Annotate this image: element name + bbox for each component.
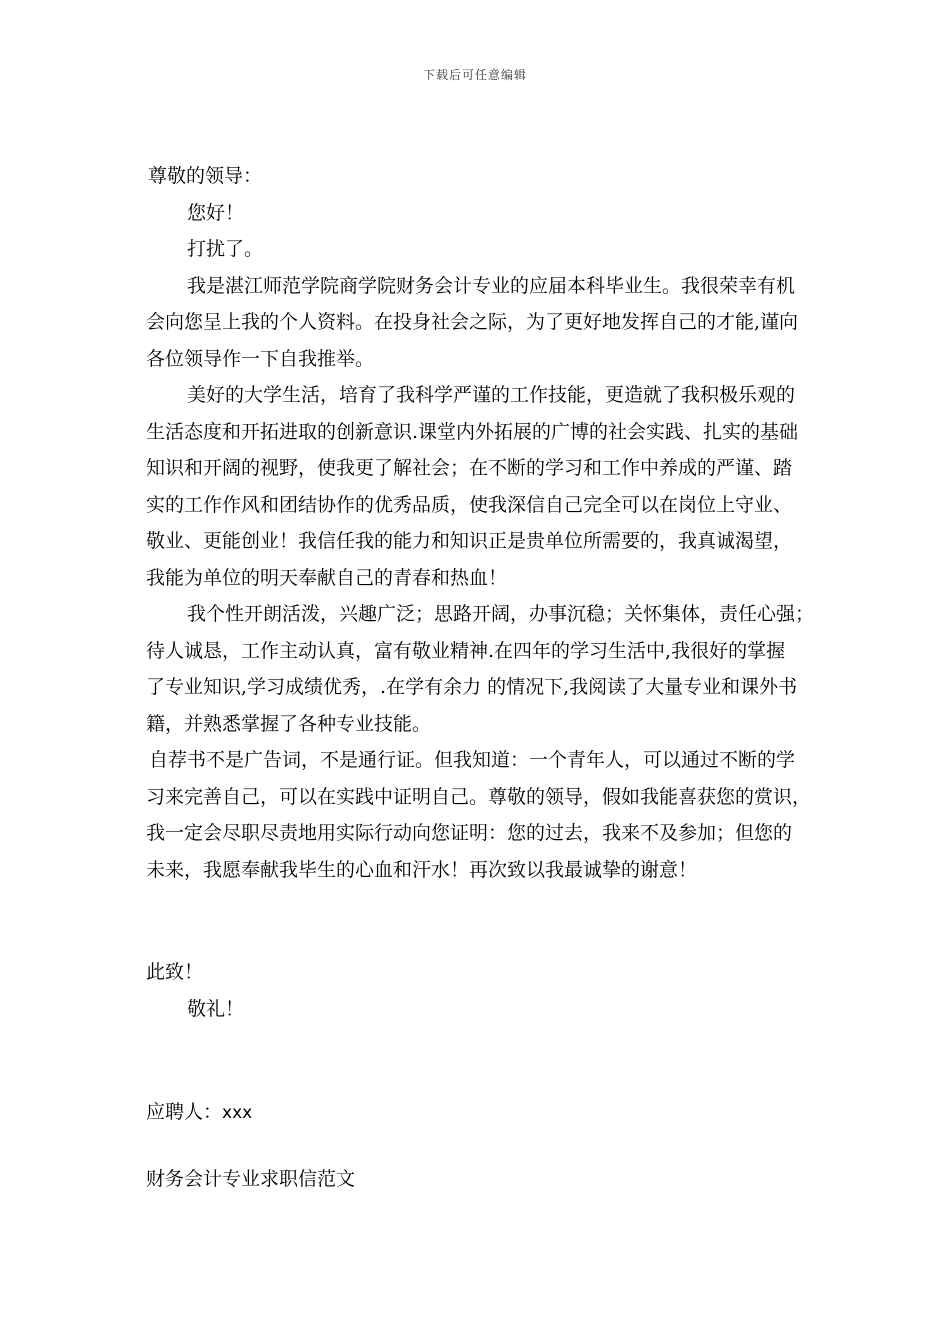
closing-line-2: 敬礼！ xyxy=(187,997,245,1020)
paragraph-line: 我是湛江师范学院商学院财务会计专业的应届本科毕业生。我很荣幸有机 xyxy=(187,274,796,297)
applicant-name: xxx xyxy=(222,1103,253,1123)
paragraph-line: 美好的大学生活，培育了我科学严谨的工作技能，更造就了我积极乐观的 xyxy=(187,384,796,406)
letter-salutation: 尊敬的领导： xyxy=(148,165,263,187)
header-note: 下载后可任意编辑 xyxy=(422,68,527,82)
paragraph-line: 习来完善自己，可以在实践中证明自己。尊敬的领导，假如我能喜获您的赏识， xyxy=(146,785,812,808)
paragraph-line: 各位领导作一下自我推举。 xyxy=(146,347,375,370)
applicant-signature xyxy=(146,1097,252,1124)
paragraph-line: 自荐书不是广告词，不是通行证。但我知道：一个青年人，可以通过不断的学 xyxy=(149,749,796,771)
paragraph-line: 知识和开阔的视野，使我更了解社会；在不断的学习和工作中养成的严谨、踏 xyxy=(146,457,793,479)
paragraph-introduction xyxy=(146,268,814,378)
paragraph-line: 生活态度和开拓进取的创新意识.课堂内外拓展的广博的社会实践、扎实的基础 xyxy=(146,420,799,443)
paragraph-self-recommendation xyxy=(146,742,814,888)
paragraph-line: 籍，并熟悉掌握了各种专业技能。 xyxy=(146,712,432,735)
document-title: 财务会计专业求职信范文 xyxy=(146,1168,356,1190)
paragraph-line: 实的工作作风和团结协作的优秀品质，使我深信自己完全可以在岗位上守业、 xyxy=(146,493,793,516)
paragraph-line: 了专业知识,学习成绩优秀，.在学有余力 的情况下,我阅读了大量专业和课外书 xyxy=(146,676,798,698)
letter-greeting: 您好！ xyxy=(187,201,245,224)
paragraph-line: 会向您呈上我的个人资料。在投身社会之际，为了更好地发挥自己的才能,谨向 xyxy=(146,311,799,333)
letter-closing xyxy=(146,954,244,1027)
paragraph-line: 敬业、更能创业！我信任我的能力和知识正是贵单位所需要的，我真诚渴望， xyxy=(146,530,793,552)
closing-line-1: 此致！ xyxy=(146,961,204,983)
paragraph-line: 待人诚恳，工作主动认真，富有敬业精神.在四年的学习生活中,我很好的掌握 xyxy=(146,639,786,662)
paragraph-line: 未来，我愿奉献我毕生的心血和汗水！再次致以我最诚挚的谢意！ xyxy=(146,858,698,881)
letter-excuse: 打扰了。 xyxy=(187,238,264,260)
paragraph-line: 我一定会尽职尽责地用实际行动向您证明：您的过去，我来不及参加；但您的 xyxy=(146,822,793,844)
paragraph-personality xyxy=(146,596,814,742)
paragraph-university-life xyxy=(146,377,814,596)
letter-body xyxy=(146,158,814,888)
applicant-label: 应聘人： xyxy=(146,1101,223,1123)
paragraph-line: 我个性开朗活泼，兴趣广泛；思路开阔，办事沉稳；关怀集体，责任心强； xyxy=(187,603,815,625)
paragraph-line: 我能为单位的明天奉献自己的青春和热血！ xyxy=(146,566,508,589)
